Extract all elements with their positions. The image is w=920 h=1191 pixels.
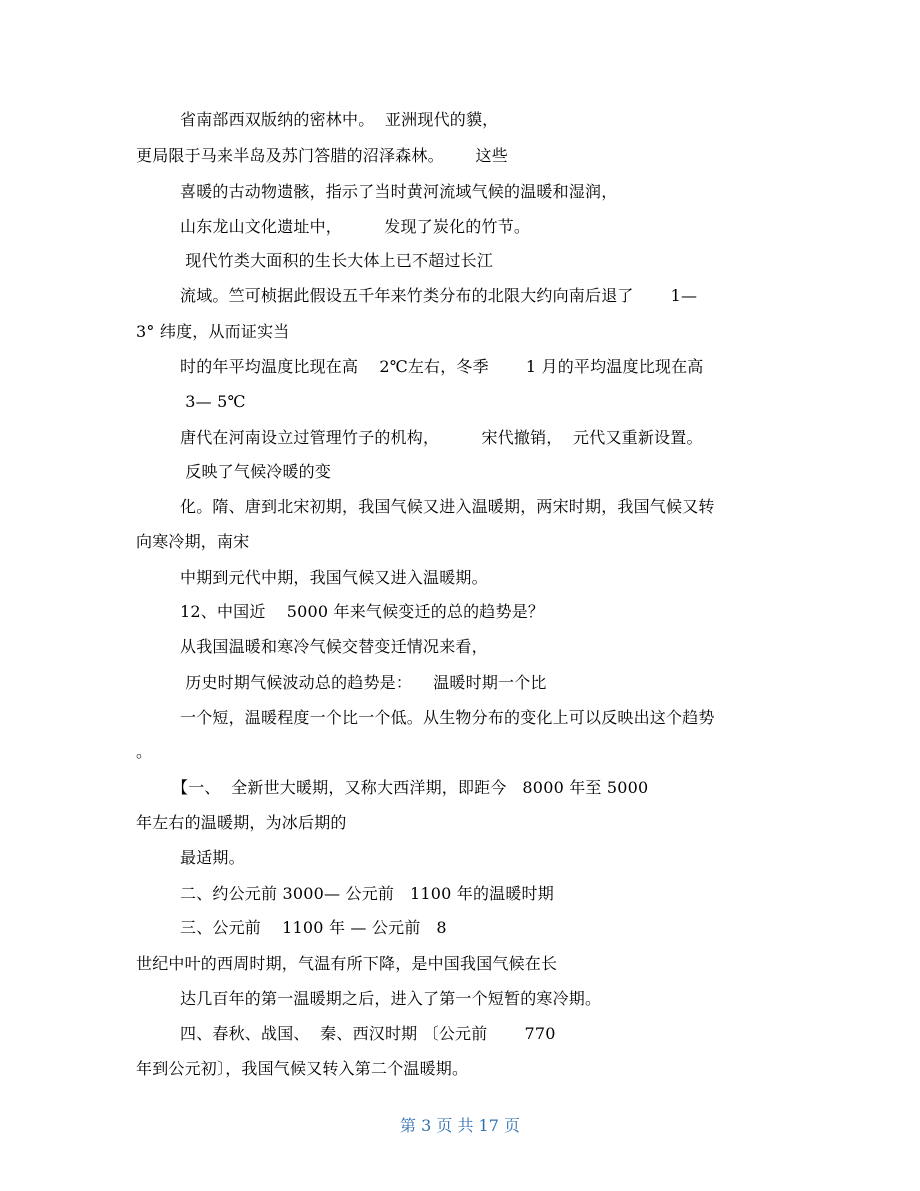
text-line: 现代竹类大面积的生长大体上已不超过长江 (180, 251, 494, 270)
text-line: 从我国温暖和寒冷气候交替变迁情况来看， (180, 637, 488, 656)
text-line: 省南部西双版纳的密林中。 亚洲现代的貘， (180, 110, 499, 129)
text-line: 。 (136, 742, 153, 761)
text-line: 中期到元代中期，我国气候又进入温暖期。 (180, 568, 488, 587)
text-line: 最适期。 (180, 848, 245, 867)
text-line: 三、公元前 1100 年 — 公元前 8 (180, 918, 447, 937)
text-line: 3° 纬度，从而证实当 (136, 322, 290, 341)
text-line: 12、中国近 5000 年来气候变迁的总的趋势是？ (180, 602, 545, 621)
text-line: 历史时期气候波动总的趋势是： 温暖时期一个比 (180, 673, 547, 692)
text-line: 二、约公元前 3000— 公元前 1100 年的温暖时期 (180, 884, 554, 903)
text-line: 向寒冷期，南宋 (136, 532, 250, 551)
text-line: 反映了气候冷暖的变 (180, 462, 332, 481)
text-line: 达几百年的第一温暖期之后，进入了第一个短暂的寒冷期。 (180, 989, 602, 1008)
text-line: 四、春秋、战国、 秦、西汉时期 〔公元前 770 (180, 1024, 556, 1043)
text-line: 年左右的温暖期，为冰后期的 (136, 813, 347, 832)
text-line: 一个短，温暖程度一个比一个低。从生物分布的变化上可以反映出这个趋势 (180, 708, 715, 727)
text-line: 时的年平均温度比现在高 2℃左右，冬季 1 月的平均温度比现在高 (180, 357, 704, 376)
text-line: 山东龙山文化遗址中， 发现了炭化的竹节。 (180, 217, 531, 236)
text-line: 化。隋、唐到北宋初期，我国气候又进入温暖期，两宋时期，我国气候又转 (180, 497, 715, 516)
text-line: 唐代在河南设立过管理竹子的机构， 宋代撤销， 元代又重新设置。 (180, 428, 703, 447)
text-line: 流域。竺可桢据此假设五千年来竹类分布的北限大约向南后退了 1— (180, 286, 698, 305)
text-line: 更局限于马来半岛及苏门答腊的沼泽森林。 这些 (136, 146, 508, 165)
text-line: 【一、 全新世大暖期，又称大西洋期，即距今 8000 年至 5000 (172, 778, 649, 797)
text-line: 年到公元初〕，我国气候又转入第二个温暖期。 (136, 1059, 469, 1078)
page-number-footer: 第 3 页 共 17 页 (400, 1116, 520, 1135)
text-line: 喜暖的古动物遗骸，指示了当时黄河流域气候的温暖和湿润， (180, 182, 618, 201)
text-line: 3— 5℃ (180, 392, 246, 411)
text-line: 世纪中叶的西周时期，气温有所下降，是中国我国气候在长 (136, 954, 558, 973)
